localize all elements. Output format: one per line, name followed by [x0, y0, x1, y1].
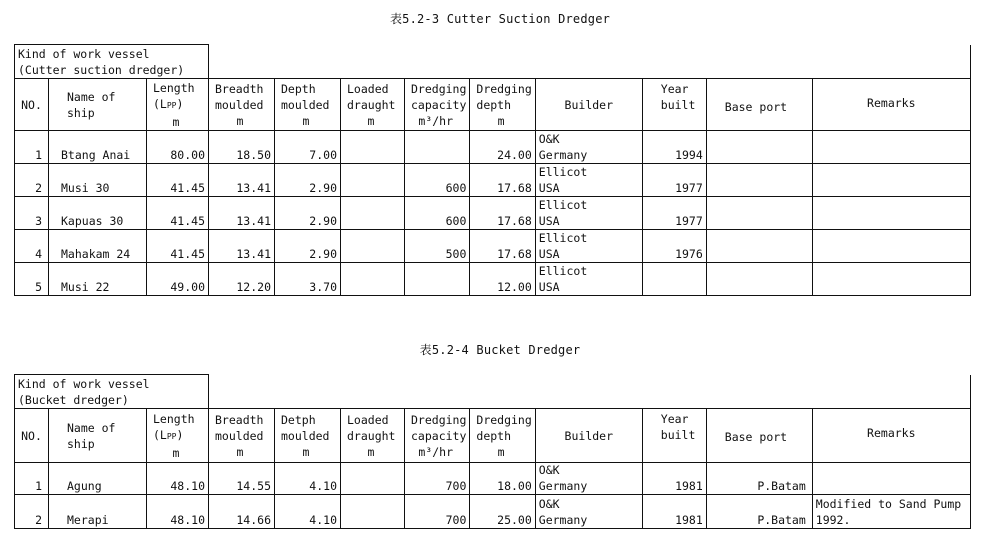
header-line: m: [236, 113, 244, 128]
column-header-capacity: [405, 79, 470, 131]
header-line: built: [660, 98, 696, 112]
column-header-builder: [535, 409, 642, 463]
header-line: Builder: [564, 428, 614, 443]
cell-length: 41.45: [147, 197, 209, 230]
cell-name: Mahakam 24: [49, 230, 147, 263]
cell-capacity: [405, 131, 470, 164]
kind-of-work-vessel: [15, 375, 209, 409]
cell-depth: 2.90: [275, 197, 341, 230]
cell-capacity: 500: [405, 230, 470, 263]
cell-port: P.Batam: [706, 495, 812, 529]
column-header-depth: [275, 79, 341, 131]
column-header-capacity: [405, 409, 470, 463]
cell-name: Musi 22: [49, 263, 147, 296]
column-header-year: [642, 409, 706, 463]
cell-breadth: 14.66: [209, 495, 275, 529]
header-line: Length: [153, 411, 195, 426]
column-header-draught: [341, 409, 405, 463]
cell-remarks: Modified to Sand Pump 1992.: [812, 495, 970, 529]
table-row: [15, 463, 971, 495]
header-line: m: [172, 445, 180, 460]
column-header-draught: [341, 79, 405, 131]
kind-type: (Bucket dredger): [18, 393, 129, 407]
cell-remarks: [812, 263, 970, 296]
cell-remarks: [812, 131, 970, 164]
cell-ddepth: 17.68: [470, 164, 535, 197]
cell-ddepth: 12.00: [470, 263, 535, 296]
cell-ddepth: 18.00: [470, 463, 535, 495]
column-header-ddepth: [470, 409, 535, 463]
cell-depth: 2.90: [275, 230, 341, 263]
cell-capacity: 600: [405, 164, 470, 197]
cell-no: 5: [15, 263, 49, 296]
header-line: m: [367, 113, 375, 128]
header-text: (L: [153, 427, 167, 442]
column-header-depth: [275, 409, 341, 463]
cell-year: 1981: [642, 463, 706, 495]
cell-length: 41.45: [147, 230, 209, 263]
cell-draught: [341, 164, 405, 197]
column-header-no: [15, 409, 49, 463]
table-row: [15, 230, 971, 263]
header-line: capacity: [411, 97, 467, 112]
cell-name: Agung: [49, 463, 147, 495]
cell-builder: O&K Germany: [535, 463, 642, 495]
header-line: Name of ship: [67, 420, 116, 451]
cell-draught: [341, 463, 405, 495]
column-header-length: [147, 79, 209, 131]
cell-capacity: 600: [405, 197, 470, 230]
cell-breadth: 12.20: [209, 263, 275, 296]
header-line: [153, 96, 205, 114]
blank-cell: [470, 45, 535, 79]
cell-depth: 2.90: [275, 164, 341, 197]
cell-breadth: 13.41: [209, 230, 275, 263]
blank-cell: [642, 45, 706, 79]
header-line: Remarks: [867, 426, 916, 440]
cell-year: [642, 263, 706, 296]
header-line: m³/hr: [418, 113, 453, 128]
cell-draught: [341, 230, 405, 263]
cell-builder: Ellicot USA: [535, 197, 642, 230]
cell-capacity: 700: [405, 463, 470, 495]
header-line: moulded: [281, 97, 330, 112]
header-line: Breadth: [215, 412, 264, 427]
cell-name: Merapi: [49, 495, 147, 529]
blank-cell: [642, 375, 706, 409]
column-header-year: [642, 79, 706, 131]
cutter-suction-dredger-table: [14, 44, 971, 296]
blank-cell: [405, 375, 470, 409]
header-line: Dredging: [411, 81, 467, 96]
header-line: moulded: [215, 428, 264, 443]
cell-depth: 4.10: [275, 495, 341, 529]
header-line: m³/hr: [418, 444, 453, 459]
header-line: NO.: [21, 97, 42, 112]
cell-port: [706, 263, 812, 296]
subscript: PP: [166, 431, 177, 441]
cell-port: [706, 197, 812, 230]
column-header-length: [147, 409, 209, 463]
header-line: m: [497, 444, 505, 459]
blank-cell: [275, 375, 341, 409]
cell-port: [706, 131, 812, 164]
blank-cell: [535, 375, 642, 409]
cell-year: 1994: [642, 131, 706, 164]
table-row: [15, 164, 971, 197]
cell-year: 1977: [642, 197, 706, 230]
kind-of-work-vessel: [15, 45, 209, 79]
blank-cell: [535, 45, 642, 79]
cell-port: P.Batam: [706, 463, 812, 495]
header-line: Loaded: [347, 412, 389, 427]
header-line: Name of ship: [67, 89, 116, 120]
header-line: Loaded: [347, 81, 389, 96]
blank-cell: [812, 45, 970, 79]
cell-length: 80.00: [147, 131, 209, 164]
cell-builder: Ellicot USA: [535, 164, 642, 197]
cell-remarks: [812, 164, 970, 197]
table-caption: 表5.2-4 Bucket Dredger: [419, 343, 581, 357]
column-header-breadth: [209, 79, 275, 131]
column-header-name: [49, 409, 147, 463]
header-text: ): [176, 427, 184, 442]
column-header-port: [706, 79, 812, 131]
header-line: m: [497, 113, 505, 128]
header-line: NO.: [21, 428, 42, 443]
cell-breadth: 13.41: [209, 164, 275, 197]
cell-capacity: [405, 263, 470, 296]
blank-cell: [812, 375, 970, 409]
cell-ddepth: 24.00: [470, 131, 535, 164]
header-line: Detph: [281, 412, 316, 427]
blank-cell: [405, 45, 470, 79]
header-line: moulded: [281, 428, 330, 443]
table-caption: 表5.2-3 Cutter Suction Dredger: [389, 12, 611, 26]
cell-year: 1981: [642, 495, 706, 529]
cell-remarks: [812, 197, 970, 230]
cell-builder: O&K Germany: [535, 131, 642, 164]
header-line: m: [302, 113, 310, 128]
cell-name: Btang Anai: [49, 131, 147, 164]
column-header-no: [15, 79, 49, 131]
cell-depth: 4.10: [275, 463, 341, 495]
cell-port: [706, 164, 812, 197]
kind-label: Kind of work vessel: [18, 47, 150, 61]
cell-no: 3: [15, 197, 49, 230]
header-line: Breadth: [215, 81, 264, 96]
subscript: PP: [166, 100, 177, 110]
blank-cell: [706, 45, 812, 79]
cell-no: 2: [15, 164, 49, 197]
header-line: Dredging: [476, 412, 532, 427]
header-line: Base port: [724, 100, 788, 114]
blank-cell: [470, 375, 535, 409]
blank-cell: [341, 45, 405, 79]
header-line: Year: [660, 82, 689, 96]
column-header-ddepth: [470, 79, 535, 131]
header-text: (L: [153, 96, 167, 111]
cell-draught: [341, 263, 405, 296]
cell-ddepth: 25.00: [470, 495, 535, 529]
cell-draught: [341, 197, 405, 230]
column-header-name: [49, 79, 147, 131]
header-line: draught: [347, 97, 396, 112]
cell-ddepth: 17.68: [470, 197, 535, 230]
header-line: moulded: [215, 97, 264, 112]
header-line: Base port: [724, 430, 788, 444]
column-header-remarks: [812, 79, 970, 131]
header-line: Depth: [281, 81, 316, 96]
header-line: draught: [347, 428, 396, 443]
blank-cell: [275, 45, 341, 79]
cell-builder: O&K Germany: [535, 495, 642, 529]
header-line: m: [367, 444, 375, 459]
header-line: [153, 427, 205, 445]
cell-breadth: 13.41: [209, 197, 275, 230]
cell-remarks: [812, 463, 970, 495]
cell-breadth: 18.50: [209, 131, 275, 164]
cell-capacity: 700: [405, 495, 470, 529]
cell-port: [706, 230, 812, 263]
header-line: built: [660, 428, 696, 442]
header-line: Remarks: [867, 96, 916, 110]
blank-cell: [706, 375, 812, 409]
blank-cell: [209, 45, 275, 79]
kind-label: Kind of work vessel: [18, 377, 150, 391]
header-line: Dredging: [411, 412, 467, 427]
header-line: m: [302, 444, 310, 459]
table-row: [15, 263, 971, 296]
cell-no: 2: [15, 495, 49, 529]
header-line: Length: [153, 80, 195, 95]
header-line: Builder: [564, 97, 614, 112]
table-row: [15, 197, 971, 230]
column-header-port: [706, 409, 812, 463]
cell-ddepth: 17.68: [470, 230, 535, 263]
cell-remarks: [812, 230, 970, 263]
cell-length: 48.10: [147, 463, 209, 495]
header-line: Dredging: [476, 81, 532, 96]
table-row: [15, 131, 971, 164]
cell-length: 48.10: [147, 495, 209, 529]
cell-draught: [341, 131, 405, 164]
cell-depth: 3.70: [275, 263, 341, 296]
blank-cell: [341, 375, 405, 409]
cell-no: 1: [15, 131, 49, 164]
header-text: ): [176, 96, 184, 111]
cell-builder: Ellicot USA: [535, 263, 642, 296]
column-header-builder: [535, 79, 642, 131]
cell-breadth: 14.55: [209, 463, 275, 495]
header-line: m: [236, 444, 244, 459]
kind-type: (Cutter suction dredger): [18, 63, 185, 77]
header-line: depth: [476, 428, 512, 443]
cell-length: 49.00: [147, 263, 209, 296]
column-header-remarks: [812, 409, 970, 463]
cell-depth: 7.00: [275, 131, 341, 164]
cell-builder: Ellicot USA: [535, 230, 642, 263]
cell-length: 41.45: [147, 164, 209, 197]
header-line: m: [172, 114, 180, 129]
cell-name: Musi 30: [49, 164, 147, 197]
bucket-dredger-table: [14, 374, 971, 529]
cell-no: 1: [15, 463, 49, 495]
cell-name: Kapuas 30: [49, 197, 147, 230]
column-header-breadth: [209, 409, 275, 463]
blank-cell: [209, 375, 275, 409]
header-line: depth: [476, 97, 512, 112]
header-line: Year: [660, 412, 689, 426]
cell-no: 4: [15, 230, 49, 263]
cell-year: 1976: [642, 230, 706, 263]
table-row: [15, 495, 971, 529]
cell-year: 1977: [642, 164, 706, 197]
header-line: capacity: [411, 428, 467, 443]
cell-draught: [341, 495, 405, 529]
